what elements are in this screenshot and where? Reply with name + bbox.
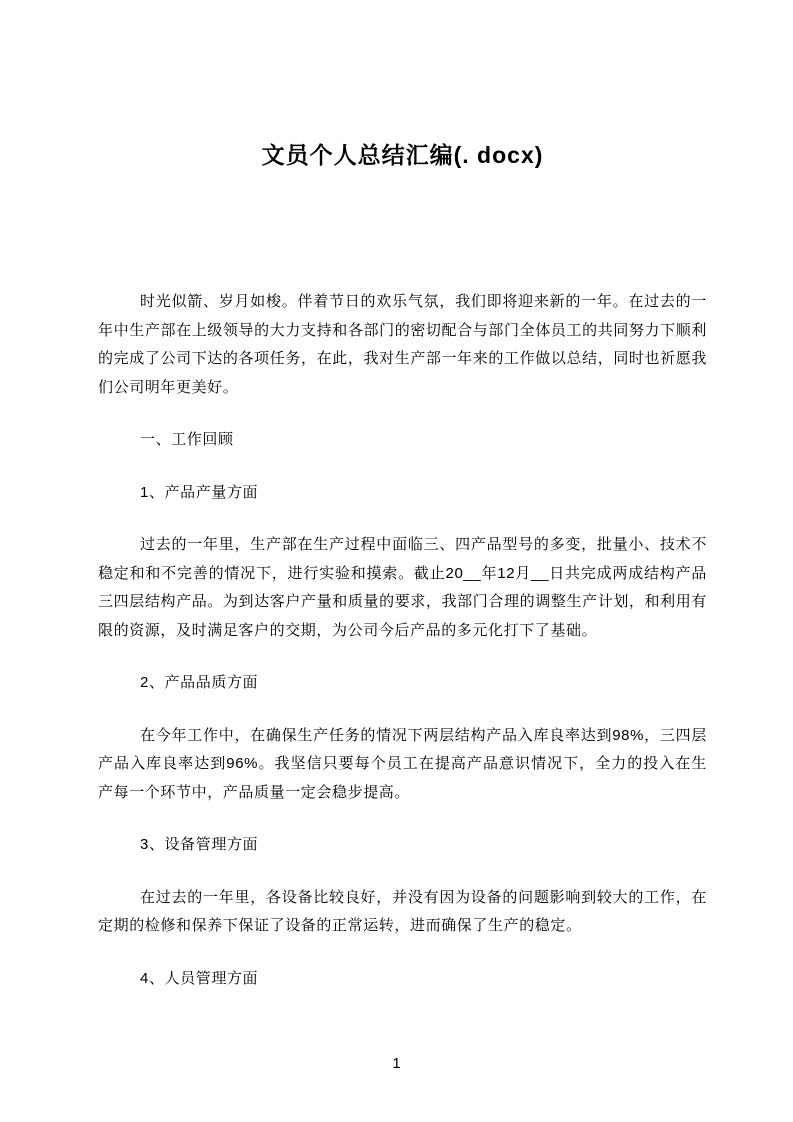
paragraph: 在过去的一年里，各设备比较良好，并没有因为设备的问题影响到较大的工作，在定期的检修和保养下保证了设备的正常运转，进而确保了生产的稳定。 bbox=[98, 888, 707, 934]
document-title: 文员个人总结汇编(. docx) bbox=[261, 142, 544, 168]
paragraph: 过去的一年里，生产部在生产过程中面临三、四产品型号的多变，批量小、技术不稳定和和不完善的情况下，进行实验和摸索。截止20__年12月__日共完成两成结构产品三四层结构产品。为到达客户产量和质量的要求，我部门合理的调整生产计划，和利用有限的资源，及时满足客户的交期，为公司今后产品的多元化打下了基础。 bbox=[98, 536, 707, 639]
section-heading: 1、产品产量方面 bbox=[140, 483, 259, 501]
paragraph: 在今年工作中，在确保生产任务的情况下两层结构产品入库良率达到98%，三四层产品入库良率达到96%。我坚信只要每个员工在提高产品意识情况下，全力的投入在生产每一个环节中，产品质量一定会稳步提高。 bbox=[98, 726, 707, 801]
paragraph: 时光似箭、岁月如梭。伴着节日的欢乐气氛，我们即将迎来新的一年。在过去的一年中生产部在上级领导的大力支持和各部门的密切配合与部门全体员工的共同努力下顺利的完成了公司下达的各项任务，在此，我对生产部一年来的工作做以总结，同时也祈愿我们公司明年更美好。 bbox=[98, 293, 707, 396]
page-number: 1 bbox=[392, 1055, 401, 1072]
section-heading: 一、工作回顾 bbox=[140, 431, 234, 448]
document-content bbox=[98, 140, 707, 993]
section-heading: 4、人员管理方面 bbox=[140, 969, 259, 987]
section-heading: 2、产品品质方面 bbox=[140, 674, 259, 691]
section-heading: 3、设备管理方面 bbox=[140, 836, 259, 853]
